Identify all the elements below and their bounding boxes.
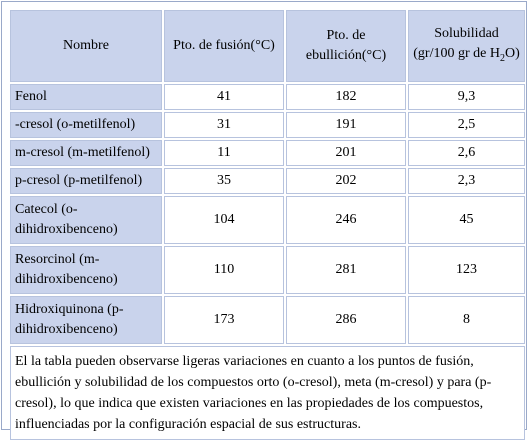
row-solubility: 2,5: [408, 112, 525, 138]
row-name: p-cresol (p-metilfenol): [10, 168, 162, 194]
table-row: [10, 296, 525, 344]
table-row: [10, 84, 525, 110]
row-solubility: 8: [408, 296, 525, 344]
row-boiling-point: 246: [286, 196, 406, 244]
row-solubility: 123: [408, 246, 525, 294]
row-name: Catecol (o-dihidroxibenceno): [10, 196, 162, 244]
row-solubility: 2,3: [408, 168, 525, 194]
header-boiling-point: Pto. de ebullición(°C): [286, 10, 406, 82]
row-boiling-point: 201: [286, 140, 406, 166]
table-row: [10, 140, 525, 166]
row-melting-point: 41: [164, 84, 284, 110]
header-solubility-text-end: O): [504, 45, 520, 61]
header-melting-point: Pto. de fusión(°C): [164, 10, 284, 82]
table-row: [10, 196, 525, 244]
header-solubility-text: Solubilidad (gr/100 gr de H: [413, 25, 500, 61]
row-name: Fenol: [10, 84, 162, 110]
row-boiling-point: 286: [286, 296, 406, 344]
header-row: [10, 10, 525, 82]
table-row: [10, 112, 525, 138]
table-note: El la tabla pueden observarse ligeras variaciones en cuanto a los puntos de fusión, ebullición y solubilidad de los compuestos orto (o-cresol), meta (m-cresol) y para (p-cresol), lo que indica que existen variaciones en las propiedades de los compuestos, influenciadas por la configuración espacial de sus estructuras.: [10, 346, 525, 440]
row-solubility: 45: [408, 196, 525, 244]
row-name: m-cresol (m-metilfenol): [10, 140, 162, 166]
row-boiling-point: 202: [286, 168, 406, 194]
table-row: [10, 246, 525, 294]
row-name: Resorcinol (m-dihidroxibenceno): [10, 246, 162, 294]
phenols-properties-table: [8, 8, 527, 442]
row-melting-point: 110: [164, 246, 284, 294]
table-row: [10, 168, 525, 194]
row-boiling-point: 281: [286, 246, 406, 294]
row-name: Hidroxiquinona (p-dihidroxibenceno): [10, 296, 162, 344]
row-melting-point: 173: [164, 296, 284, 344]
header-solubility: [408, 10, 525, 82]
row-boiling-point: 191: [286, 112, 406, 138]
row-melting-point: 11: [164, 140, 284, 166]
row-solubility: 2,6: [408, 140, 525, 166]
row-melting-point: 31: [164, 112, 284, 138]
row-melting-point: 104: [164, 196, 284, 244]
note-row: [10, 346, 525, 440]
header-name: Nombre: [10, 10, 162, 82]
row-name: -cresol (o-metilfenol): [10, 112, 162, 138]
row-solubility: 9,3: [408, 84, 525, 110]
header-solubility-subscript: 2: [499, 52, 505, 64]
table-frame: [1, 1, 527, 430]
row-boiling-point: 182: [286, 84, 406, 110]
row-melting-point: 35: [164, 168, 284, 194]
